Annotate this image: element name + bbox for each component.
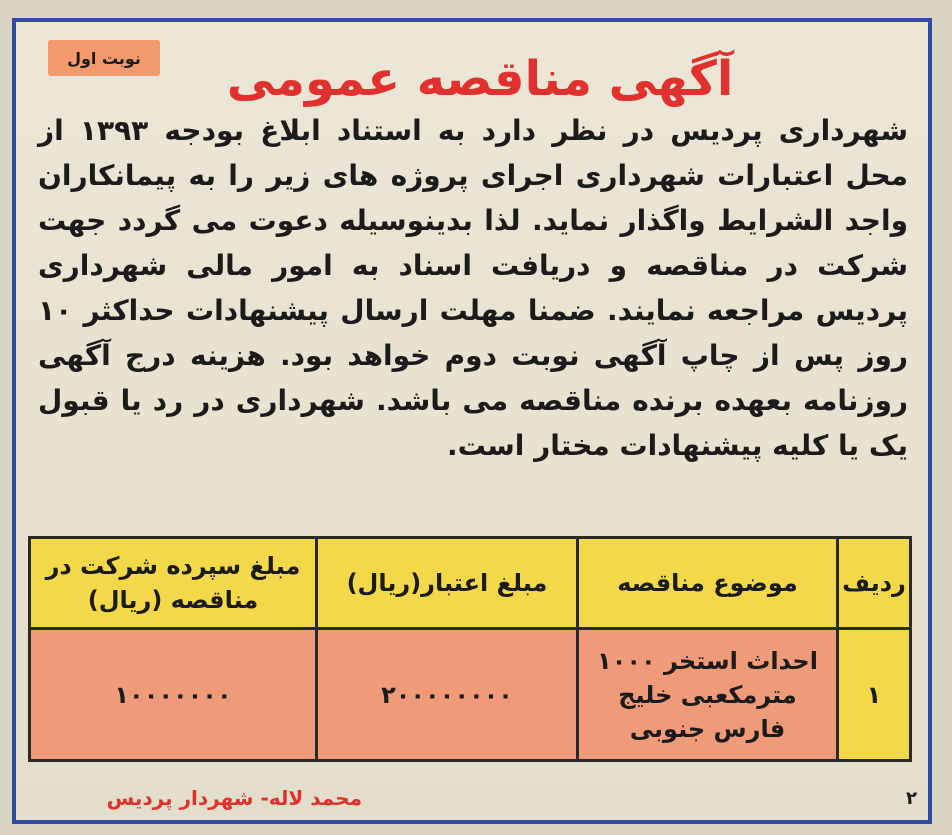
cell-row-number: ۱ [838,629,911,761]
cell-subject: احداث استخر ۱۰۰۰ مترمکعبی خلیج فارس جنوبی [578,629,838,761]
cell-credit: ۲۰۰۰۰۰۰۰۰ [317,629,578,761]
signature: محمد لاله- شهردار پردیس [106,786,362,810]
round-badge: نوبت اول [48,40,160,76]
page-mark: ۲ [906,788,917,809]
header-subject: موضوع مناقصه [578,538,838,629]
notice-title: آگهی مناقصه عمومی [226,51,734,107]
header-credit: مبلغ اعتبار(ریال) [317,538,578,629]
notice-body: شهرداری پردیس در نظر دارد به استناد ابلاغ بودجه ۱۳۹۳ از محل اعتبارات شهرداری اجرای پروژه های زیر را به پیمانکاران واجد الشرایط واگذار نماید. لذا بدینوسیله دعوت می گردد جهت شرکت در مناقصه و دریافت اسناد به امور مالی شهرداری پردیس مراجعه نمایند. ضمنا مهلت ارسال پیشنهادات حداکثر ۱۰ روز پس از چاپ آگهی نوبت دوم خواهد بود. هزینه درج آگهی روزنامه بعهده برنده مناقصه می باشد. شهرداری در رد یا قبول یک یا کلیه پیشنهادات مختار است. [38,114,908,462]
table-row [30,629,911,761]
header-row-number: ردیف [838,538,911,629]
header-deposit: مبلغ سپرده شرکت در مناقصه (ریال) [30,538,317,629]
table-header-row [30,538,911,629]
cell-deposit: ۱۰۰۰۰۰۰۰ [30,629,317,761]
tender-table [28,536,912,762]
